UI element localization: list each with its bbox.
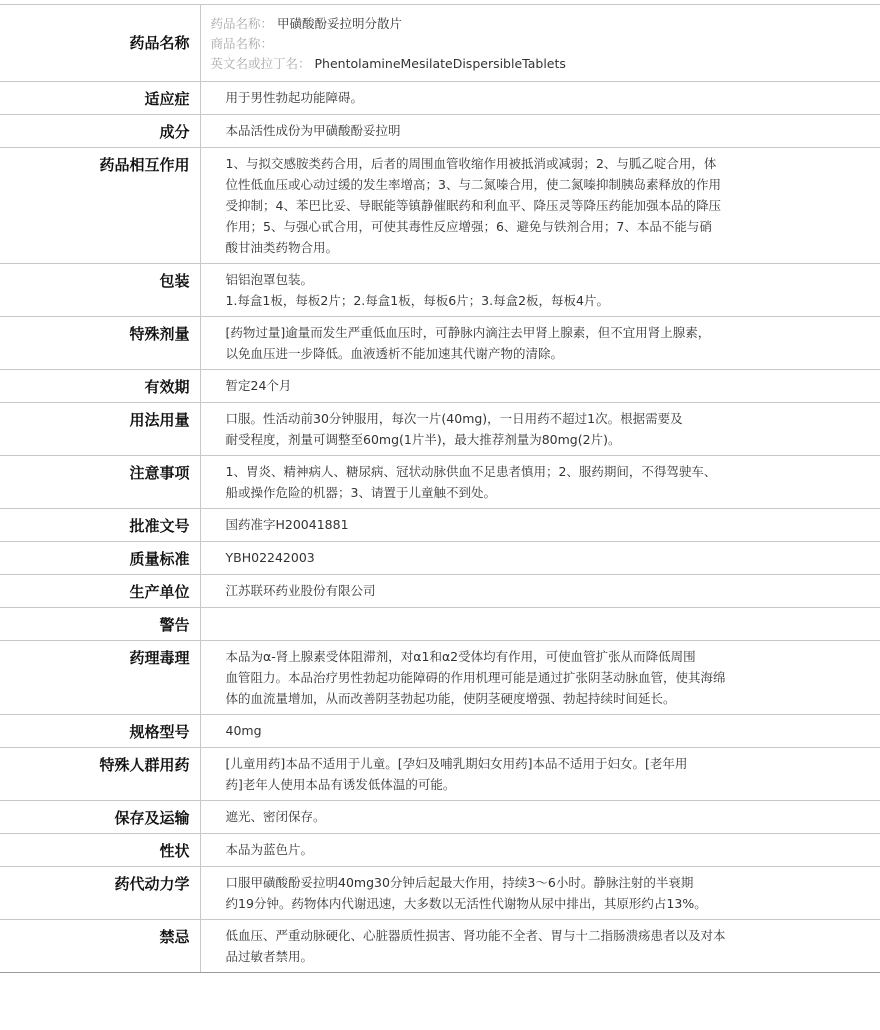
row-value [200,115,880,148]
name-label: 药品名称 [0,5,200,82]
row-value [200,542,880,575]
info-row [0,148,880,264]
value-line: 药]老年人使用本品有诱发低体温的可能。 [225,777,456,792]
row-label: 包装 [0,264,200,317]
info-row [0,82,880,115]
info-row [0,317,880,370]
row-label: 警告 [0,608,200,641]
name-values [200,5,880,82]
info-row [0,509,880,542]
row-label: 适应症 [0,82,200,115]
row-value [200,370,880,403]
info-row [0,715,880,748]
english-name-value: PhentolamineMesilateDispersibleTablets [314,56,566,71]
row-value [200,920,880,973]
row-label: 注意事项 [0,456,200,509]
value-line: 1、与拟交感胺类药合用，后者的周围血管收缩作用被抵消或减弱；2、与胍乙啶合用，体 [225,156,717,171]
value-line: 本品为α-肾上腺素受体阻滞剂，对α1和α2受体均有作用，可使血管扩张从而降低周围 [225,649,696,664]
row-value [200,456,880,509]
info-row [0,542,880,575]
value-line: 遮光、密闭保存。 [225,809,326,824]
row-label: 特殊剂量 [0,317,200,370]
info-row [0,608,880,641]
row-value [200,264,880,317]
value-line: 血管阻力。本品治疗男性勃起功能障碍的作用机理可能是通过扩张阴茎动脉血管，使其海绵 [225,670,726,685]
value-line: 1、胃炎、精神病人、糖尿病、冠状动脉供血不足患者慎用；2、服药期间，不得驾驶车、 [225,464,717,479]
row-label: 批准文号 [0,509,200,542]
value-line [226,613,796,634]
generic-name-value: 甲磺酸酚妥拉明分散片 [277,16,403,31]
row-label: 保存及运输 [0,801,200,834]
generic-name-key: 药品名称： [210,16,274,31]
row-value [200,148,880,264]
value-line: 口服甲磺酸酚妥拉明40mg30分钟后起最大作用，持续3～6小时。静脉注射的半衰期 [225,875,694,890]
row-label: 禁忌 [0,920,200,973]
info-row [0,264,880,317]
value-line: YBH02242003 [225,550,315,565]
value-line: 江苏联环药业股份有限公司 [225,583,376,598]
row-label: 生产单位 [0,575,200,608]
info-row [0,456,880,509]
value-line: 铝铝泡罩包装。 [225,272,314,287]
info-row [0,920,880,973]
row-label: 药代动力学 [0,867,200,920]
value-line: 约19分钟。药物体内代谢迅速，大多数以无活性代谢物从尿中排出，其原形约占13%。 [225,896,707,911]
row-value [200,867,880,920]
row-label: 成分 [0,115,200,148]
value-line: 船或操作危险的机器；3、请置于儿童触不到处。 [225,485,496,500]
row-value [200,575,880,608]
value-line: 1.每盒1板，每板2片；2.每盒1板，每板6片；3.每盒2板，每板4片。 [225,293,609,308]
row-value [200,403,880,456]
trade-name-line [211,34,796,54]
row-value [200,801,880,834]
row-label: 质量标准 [0,542,200,575]
value-line: 低血压、严重动脉硬化、心脏器质性损害、肾功能不全者、胃与十二指肠溃疡患者以及对本 [225,928,726,943]
value-line: 国药准字H20041881 [225,517,349,532]
value-line: 品过敏者禁用。 [225,949,314,964]
info-row [0,403,880,456]
row-label: 性状 [0,834,200,867]
info-row [0,867,880,920]
row-value [200,641,880,715]
value-line: 口服。性活动前30分钟服用，每次一片(40mg)，一日用药不超过1次。根据需要及 [225,411,683,426]
english-name-line [211,54,796,74]
row-label: 规格型号 [0,715,200,748]
value-line: 本品为蓝色片。 [225,842,314,857]
row-value [200,82,880,115]
generic-name-line [211,14,796,34]
info-row [0,834,880,867]
info-row [0,370,880,403]
row-value [200,509,880,542]
value-line: 体的血流量增加，从而改善阴茎勃起功能，使阴茎硬度增强、勃起持续时间延长。 [225,691,676,706]
name-row [0,5,880,82]
row-value [200,715,880,748]
value-line: 受抑制；4、苯巴比妥、导眠能等镇静催眠药和利血平、降压灵等降压药能加强本品的降压 [225,198,721,213]
row-value [200,317,880,370]
english-name-key: 英文名或拉丁名： [210,56,311,71]
value-line: 40mg [225,723,262,738]
value-line: 耐受程度，剂量可调整至60mg(1片半)，最大推荐剂量为80mg(2片)。 [225,432,621,447]
info-row [0,801,880,834]
row-value [200,834,880,867]
value-line: 暂定24个月 [225,378,292,393]
row-label: 特殊人群用药 [0,748,200,801]
value-line: 位性低血压或心动过缓的发生率增高；3、与二氮嗪合用，使二氮嗪抑制胰岛素释放的作用 [225,177,721,192]
drug-info-body [0,5,880,973]
value-line: [药物过量]逾量而发生严重低血压时，可静脉内滴注去甲肾上腺素，但不宜用肾上腺素， [225,325,711,340]
value-line: 本品活性成份为甲磺酸酚妥拉明 [225,123,401,138]
value-line: 用于男性勃起功能障碍。 [225,90,364,105]
drug-info-table [0,4,880,973]
row-label: 有效期 [0,370,200,403]
row-value [200,608,880,641]
value-line: 酸甘油类药物合用。 [225,240,339,255]
info-row [0,748,880,801]
row-label: 用法用量 [0,403,200,456]
info-row [0,641,880,715]
value-line: [儿童用药]本品不适用于儿童。[孕妇及哺乳期妇女用药]本品不适用于妇女。[老年用 [225,756,688,771]
value-line: 以免血压进一步降低。血液透析不能加速其代谢产物的清除。 [225,346,564,361]
row-value [200,748,880,801]
value-line: 作用；5、与强心甙合用，可使其毒性反应增强；6、避免与铁剂合用；7、本品不能与硝 [225,219,712,234]
info-row [0,115,880,148]
trade-name-key: 商品名称： [210,36,274,51]
row-label: 药理毒理 [0,641,200,715]
row-label: 药品相互作用 [0,148,200,264]
info-row [0,575,880,608]
